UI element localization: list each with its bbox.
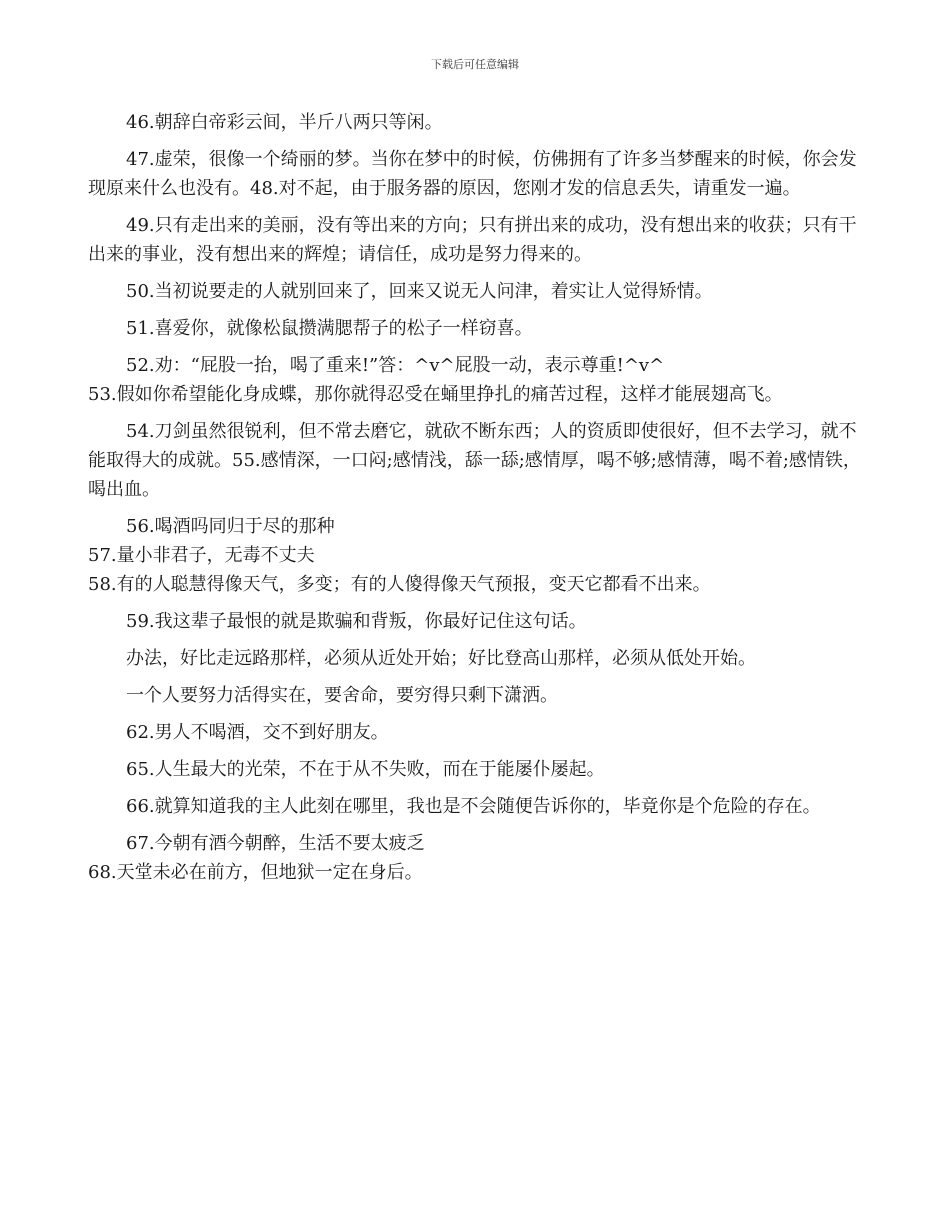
page-header: 下载后可任意编辑 [431, 58, 519, 71]
paragraph-effort: 一个人要努力活得实在，要舍命，要穷得只剩下潇洒。 [126, 685, 558, 706]
document-body [88, 108, 868, 887]
paragraph-49: 49.只有走出来的美丽，没有等出来的方向；只有拼出来的成功，没有想出来的收获；只有干出来的事业，没有想出来的辉煌；请信任，成功是努力得来的。 [88, 215, 857, 265]
paragraph-68: 68.天堂未必在前方，但地狱一定在身后。 [88, 862, 423, 883]
paragraph-56: 56.喝酒吗同归于尽的那种 [126, 516, 335, 537]
paragraph-67: 67.今朝有酒今朝醉，生活不要太疲乏 [126, 833, 425, 854]
paragraph-method: 办法，好比走远路那样，必须从近处开始；好比登高山那样，必须从低处开始。 [126, 648, 756, 669]
paragraph-54: 54.刀剑虽然很锐利，但不常去磨它，就砍不断东西；人的资质即使很好，但不去学习，就不能取得大的成就。55.感情深，一口闷;感情浅，舔一舔;感情厚，喝不够;感情薄，喝不着;感情铁，喝出血。 [88, 421, 861, 500]
paragraph-59: 59.我这辈子最恨的就是欺骗和背叛，你最好记住这句话。 [126, 611, 587, 632]
paragraph-52: 52.劝：“屁股一抬，喝了重来!”答：^v^屁股一动，表示尊重!^v^ [126, 355, 665, 376]
paragraph-62: 62.男人不喝酒，交不到好朋友。 [126, 722, 389, 743]
paragraph-53: 53.假如你希望能化身成蝶，那你就得忍受在蛹里挣扎的痛苦过程，这样才能展翅高飞。 [88, 384, 783, 405]
paragraph-51: 51.喜爱你，就像松鼠攒满腮帮子的松子一样窃喜。 [126, 318, 533, 339]
paragraph-65: 65.人生最大的光荣，不在于从不失败，而在于能屡仆屡起。 [126, 759, 605, 780]
paragraph-58: 58.有的人聪慧得像天气，多变；有的人傻得像天气预报，变天它都看不出来。 [88, 574, 711, 595]
paragraph-57: 57.量小非君子，无毒不丈夫 [88, 545, 315, 566]
paragraph-50: 50.当初说要走的人就别回来了，回来又说无人问津，着实让人觉得矫情。 [126, 281, 713, 302]
paragraph-66: 66.就算知道我的主人此刻在哪里，我也是不会随便告诉你的，毕竟你是个危险的存在。 [126, 796, 821, 817]
paragraph-47: 47.虚荣，很像一个绮丽的梦。当你在梦中的时候，仿佛拥有了许多当梦醒来的时候，你会发现原来什么也没有。48.对不起，由于服务器的原因，您刚才发的信息丢失，请重发一遍。 [88, 149, 857, 199]
paragraph-46: 46.朝辞白帝彩云间，半斤八两只等闲。 [126, 112, 443, 133]
